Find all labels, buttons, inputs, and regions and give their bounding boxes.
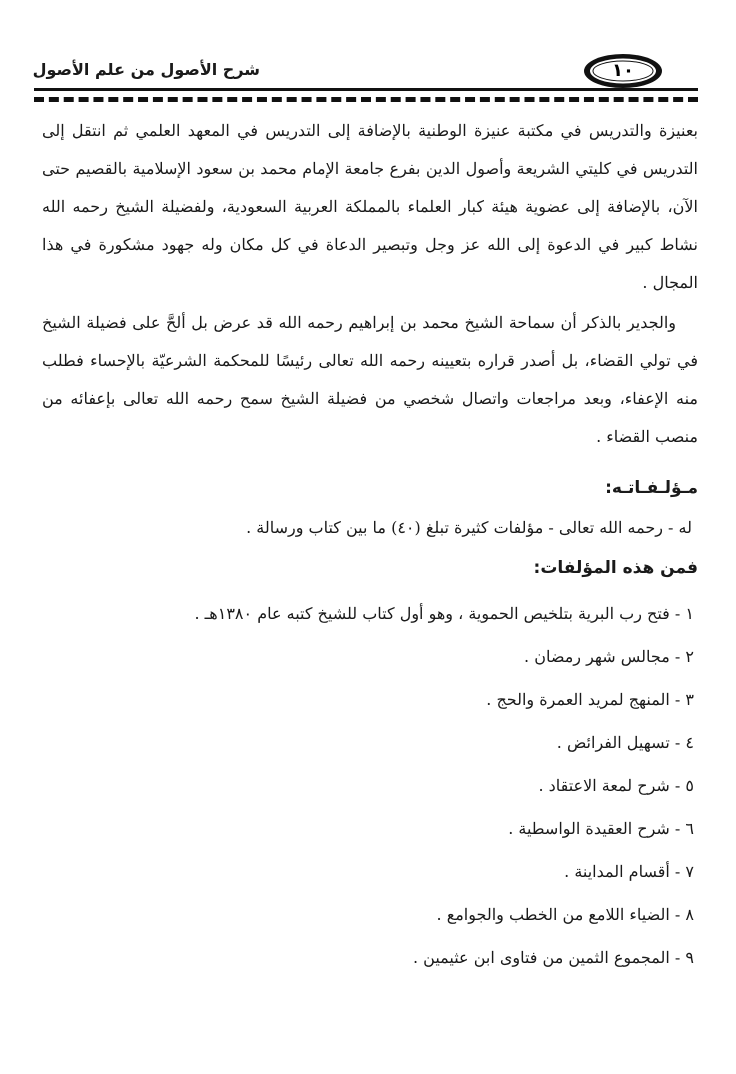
list-item: ١ - فتح رب البرية بتلخيص الحموية ، وهو أول كتاب للشيخ كتبه عام ١٣٨٠هـ . [194, 604, 694, 623]
page-number-badge [582, 52, 664, 90]
header-dashed-rule [34, 97, 698, 102]
list-item: ٣ - المنهج لمريد العمرة والحج . [486, 690, 694, 709]
page-number: ١٠ [612, 60, 634, 81]
list-item: ٢ - مجالس شهر رمضان . [524, 647, 694, 666]
list-item: ٤ - تسهيل الفرائض . [556, 733, 694, 752]
list-item: ٥ - شرح لمعة الاعتقاد . [538, 776, 694, 795]
works-intro: له - رحمه الله تعالى - مؤلفات كثيرة تبلغ (٤٠) ما بين كتاب ورسالة . [246, 518, 692, 537]
list-item: ٨ - الضياء اللامع من الخطب والجوامع . [436, 905, 694, 924]
works-list [42, 592, 698, 979]
page-header [0, 0, 736, 110]
biography-paragraph: بعنيزة والتدريس في مكتبة عنيزة الوطنية بالإضافة إلى التدريس في المعهد العلمي ثم انتقل إلى التدريس في كليتي الشريعة وأصول الدين بفرع جامعة الإمام محمد بن سعود الإسلامية بالقصيم حتى الآن، بالإضافة إلى عضوية هيئة كبار العلماء بالمملكة العربية السعودية، ولفضيلة الشيخ رحمه الله نشاط كبير في الدعوة إلى الله عز وجل وتبصير الدعاة في كل مكان وله جهود مشكورة في هذا المجال . [42, 121, 698, 292]
list-item: ٩ - المجموع الثمين من فتاوى ابن عثيمين . [412, 948, 694, 967]
header-rule [34, 88, 698, 91]
works-heading: مـؤلـفـاتـه: [605, 478, 698, 498]
list-item: ٦ - شرح العقيدة الواسطية . [508, 819, 694, 838]
running-title: شرح الأصول من علم الأصول [32, 60, 260, 79]
judiciary-paragraph: والجدير بالذكر أن سماحة الشيخ محمد بن إبراهيم رحمه الله قد عرض بل ألحَّ على فضيلة الشيخ في تولي القضاء، بل أصدر قراره بتعيينه رحمه الله تعالى رئيسًا للمحكمة الشرعيّة بالإحساء فطلب منه الإعفاء، وبعد مراجعات واتصال شخصي من فضيلة الشيخ سمح رحمه الله تعالى بإعفائه من منصب القضاء . [42, 313, 698, 446]
works-list-heading: فمن هذه المؤلفات: [533, 558, 698, 578]
list-item: ٧ - أقسام المداينة . [564, 862, 694, 881]
page-body [42, 112, 698, 979]
